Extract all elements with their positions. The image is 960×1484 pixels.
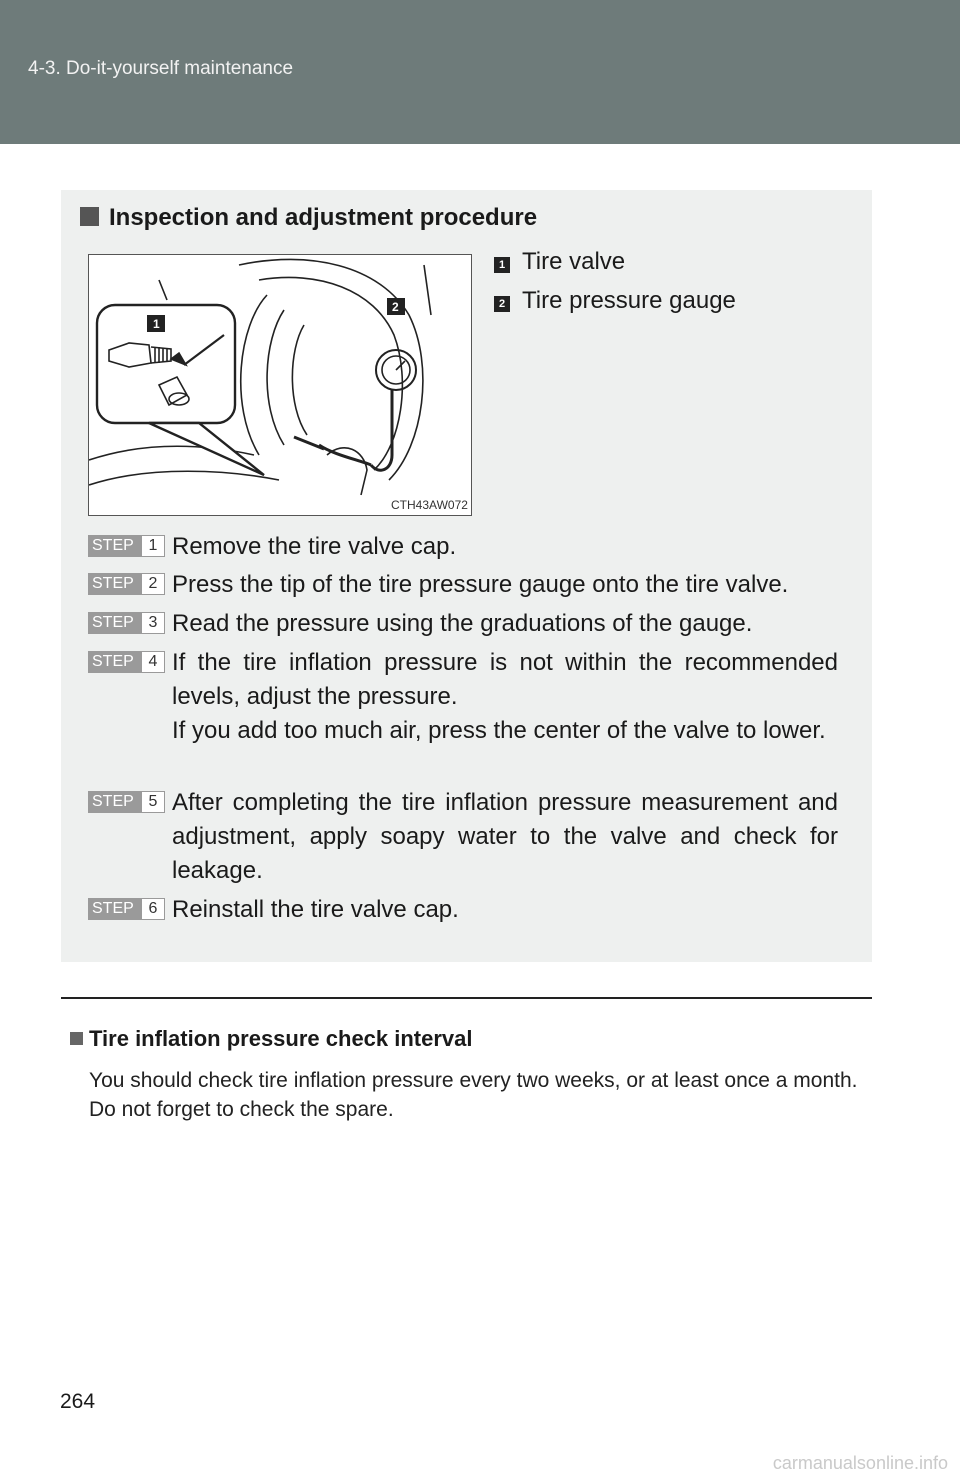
step-text: Remove the tire valve cap. bbox=[172, 533, 457, 560]
step-badge: STEP 3 bbox=[88, 612, 165, 634]
note-paragraph: Do not forget to check the spare. bbox=[89, 1098, 394, 1121]
step-text: Reinstall the tire valve cap. bbox=[172, 896, 459, 923]
number-badge-1: 1 bbox=[494, 257, 510, 273]
legend-item-tire-valve bbox=[494, 248, 625, 276]
section-title: 4-3. Do-it-yourself maintenance bbox=[28, 58, 294, 79]
number-badge-2: 2 bbox=[494, 296, 510, 312]
step-text: After completing the tire inflation pressure measurement and adjustment, apply soapy water to the valve and check for leakage. bbox=[172, 789, 838, 884]
section-divider bbox=[61, 997, 872, 999]
step-text: Press the tip of the tire pressure gauge onto the tire valve. bbox=[172, 571, 789, 598]
step-badge: STEP 6 bbox=[88, 898, 165, 920]
svg-text:1: 1 bbox=[153, 317, 160, 331]
step-badge: STEP 5 bbox=[88, 791, 165, 813]
tire-valve-gauge-drawing bbox=[89, 255, 471, 515]
step-text: If you add too much air, press the center of the valve to lower. bbox=[172, 717, 826, 744]
legend-label: Tire pressure gauge bbox=[522, 287, 736, 314]
figure-code: CTH43AW072 bbox=[391, 498, 468, 512]
legend-label: Tire valve bbox=[522, 248, 626, 275]
step-text: If the tire inflation pressure is not within the recommended levels, adjust the pressure. bbox=[172, 649, 838, 710]
step-badge: STEP 1 bbox=[88, 535, 165, 557]
note-paragraph: You should check tire inflation pressure every two weeks, or at least once a month. bbox=[89, 1069, 858, 1092]
procedure-heading bbox=[80, 204, 537, 232]
step-badge: STEP 4 bbox=[88, 651, 165, 673]
step-badge: STEP 2 bbox=[88, 573, 165, 595]
page-header bbox=[0, 0, 960, 144]
legend-item-tire-pressure-gauge bbox=[494, 287, 736, 315]
watermark: carmanualsonline.info bbox=[772, 1453, 948, 1473]
svg-text:2: 2 bbox=[392, 300, 399, 314]
procedure-title: Inspection and adjustment procedure bbox=[109, 204, 538, 231]
note-body bbox=[89, 1066, 862, 1124]
step-text: Read the pressure using the graduations of the gauge. bbox=[172, 610, 753, 637]
square-bullet-icon bbox=[70, 1032, 83, 1045]
page-number: 264 bbox=[60, 1390, 96, 1413]
note-heading bbox=[70, 1026, 473, 1052]
note-title: Tire inflation pressure check interval bbox=[89, 1026, 473, 1051]
square-bullet-icon bbox=[80, 207, 99, 226]
tire-illustration bbox=[88, 254, 472, 516]
